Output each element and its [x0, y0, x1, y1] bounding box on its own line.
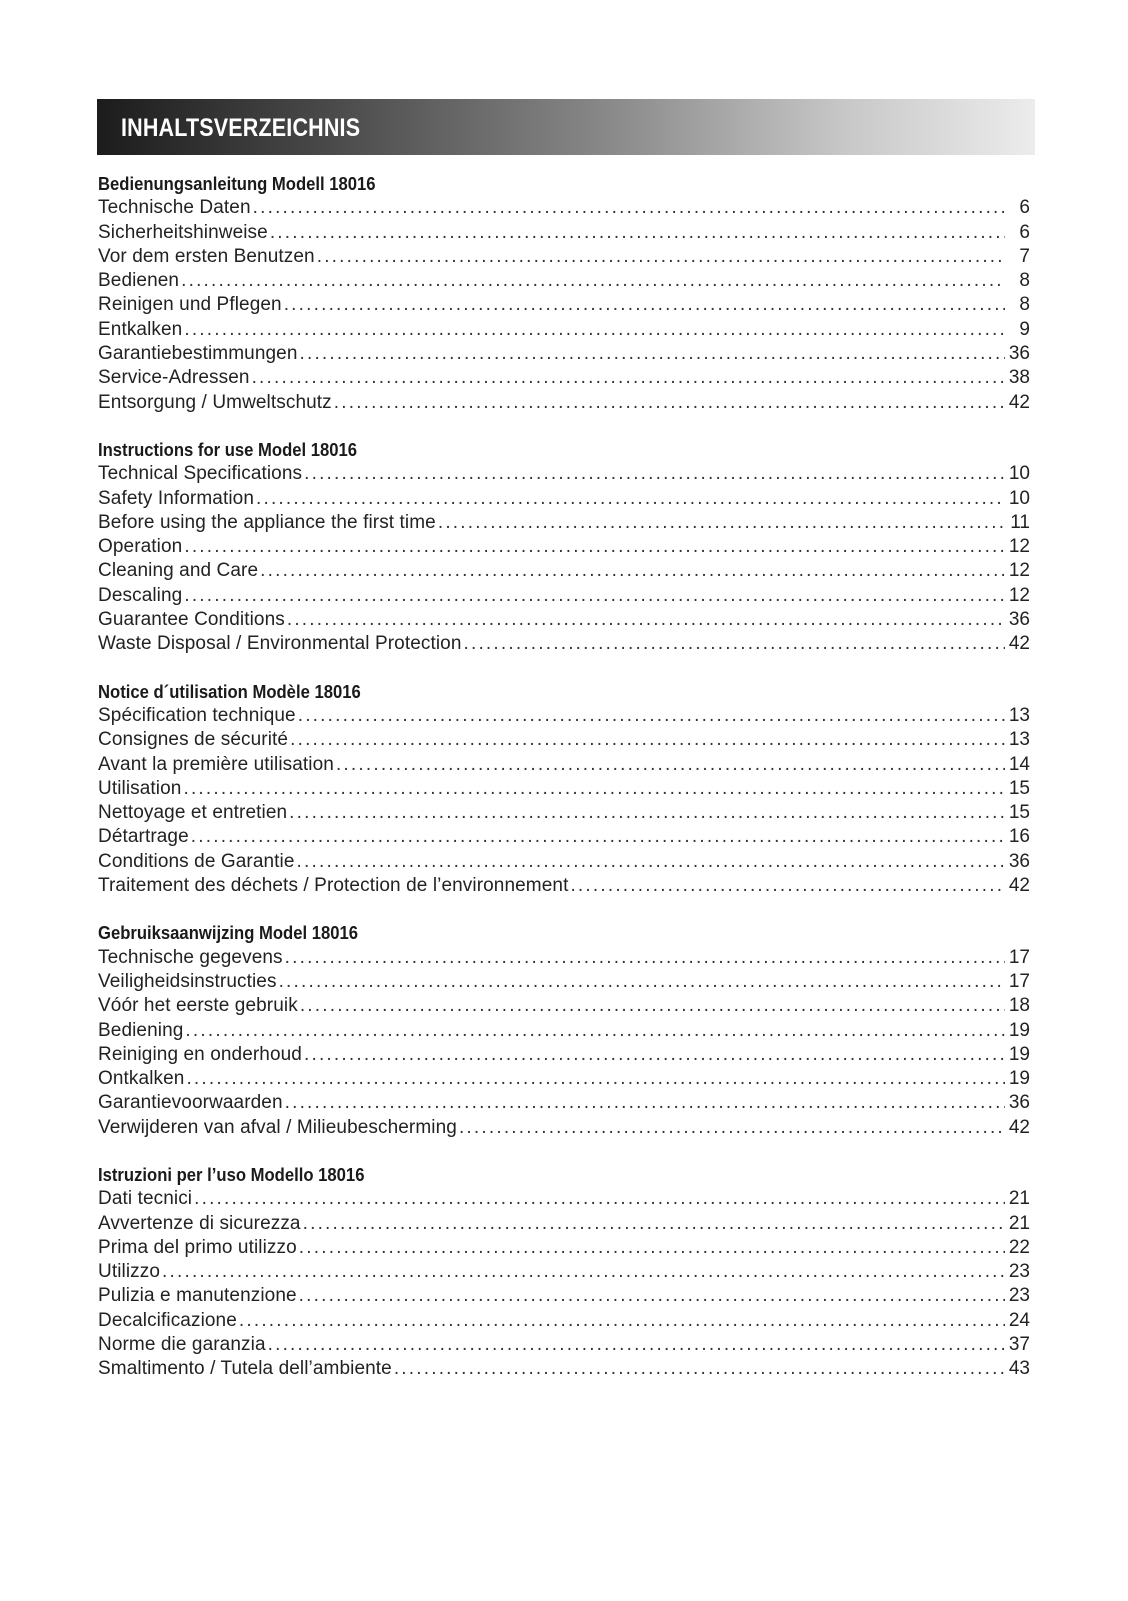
toc-entry-label: Cleaning and Care: [98, 560, 259, 582]
toc-entry-label: Conditions de Garantie: [98, 850, 295, 872]
dot-leader: [299, 1236, 1005, 1260]
toc-entry-label: Decalcificazione: [98, 1309, 237, 1331]
toc-entry-page-number: 42: [1008, 875, 1030, 897]
toc-entry-label: Prima del primo utilizzo: [98, 1236, 297, 1258]
toc-entry[interactable]: [98, 245, 1030, 269]
toc-entry-page-number: 42: [1008, 391, 1030, 413]
dot-leader: [181, 269, 1005, 293]
dot-leader: [268, 1333, 1005, 1357]
toc-entry[interactable]: [98, 511, 1030, 535]
dot-leader: [184, 584, 1005, 608]
toc-entry-page-number: 36: [1008, 609, 1030, 631]
dot-leader: [336, 753, 1005, 777]
dot-leader: [300, 994, 1005, 1018]
toc-entry[interactable]: [98, 1067, 1030, 1091]
dot-leader: [317, 245, 1005, 269]
dot-leader: [464, 632, 1006, 656]
toc-entry-label: Garantiebestimmungen: [98, 343, 298, 365]
toc-entry[interactable]: [98, 728, 1030, 752]
dot-leader: [303, 1212, 1005, 1236]
toc-entry-page-number: 10: [1008, 487, 1030, 509]
toc-entry-label: Descaling: [98, 584, 183, 606]
toc-entry-label: Détartrage: [98, 826, 189, 848]
table-of-contents: [98, 172, 1030, 1405]
toc-entry-page-number: 19: [1008, 1068, 1030, 1090]
toc-entry-page-number: 7: [1019, 245, 1030, 267]
header-bar: [97, 99, 1035, 155]
toc-entry-page-number: 16: [1008, 826, 1030, 848]
toc-entry[interactable]: [98, 801, 1030, 825]
dot-leader: [252, 366, 1005, 390]
toc-entry[interactable]: [98, 970, 1030, 994]
toc-entry[interactable]: [98, 366, 1030, 390]
toc-entry-label: Smaltimento / Tutela dell’ambiente: [98, 1358, 392, 1380]
toc-entry[interactable]: [98, 1116, 1030, 1140]
dot-leader: [289, 801, 1005, 825]
toc-entry-page-number: 12: [1008, 584, 1030, 606]
dot-leader: [194, 1187, 1005, 1211]
toc-entry-page-number: 9: [1019, 318, 1030, 340]
toc-entry-label: Vóór het eerste gebruik: [98, 995, 298, 1017]
dot-leader: [239, 1309, 1005, 1333]
toc-entry-page-number: 36: [1008, 343, 1030, 365]
toc-section: [98, 1163, 1030, 1382]
toc-entry-label: Technische gegevens: [98, 946, 283, 968]
toc-entry-page-number: 22: [1008, 1236, 1030, 1258]
toc-entry-label: Avant la première utilisation: [98, 753, 334, 775]
section-title: Notice d´utilisation Modèle 18016: [98, 680, 361, 702]
toc-entry-label: Bediening: [98, 1019, 184, 1041]
toc-entry[interactable]: [98, 1357, 1030, 1381]
toc-entry[interactable]: [98, 608, 1030, 632]
toc-entry[interactable]: [98, 1019, 1030, 1043]
toc-entry[interactable]: [98, 269, 1030, 293]
toc-entry-page-number: 36: [1008, 1092, 1030, 1114]
toc-entry-page-number: 42: [1008, 1116, 1030, 1138]
toc-entry-label: Sicherheitshinweise: [98, 221, 268, 243]
toc-entry[interactable]: [98, 753, 1030, 777]
toc-entry-label: Utilisation: [98, 777, 182, 799]
toc-entry-label: Reiniging en onderhoud: [98, 1043, 302, 1065]
toc-entry-page-number: 14: [1008, 753, 1030, 775]
dot-leader: [183, 777, 1005, 801]
toc-entry[interactable]: [98, 293, 1030, 317]
dot-leader: [184, 535, 1005, 559]
toc-entry-page-number: 8: [1019, 270, 1030, 292]
section-title: Bedienungsanleitung Modell 18016: [98, 173, 376, 194]
toc-entry[interactable]: [98, 487, 1030, 511]
toc-entry[interactable]: [98, 1187, 1030, 1211]
toc-entry[interactable]: [98, 221, 1030, 245]
toc-entry[interactable]: [98, 1284, 1030, 1308]
toc-entry-label: Consignes de sécurité: [98, 729, 289, 751]
toc-entry-page-number: 23: [1008, 1285, 1030, 1307]
toc-entry[interactable]: [98, 632, 1030, 656]
section-title: Instructions for use Model 18016: [98, 438, 358, 460]
toc-entry[interactable]: [98, 318, 1030, 342]
dot-leader: [394, 1357, 1005, 1381]
toc-entry[interactable]: [98, 462, 1030, 486]
toc-entry-page-number: 23: [1008, 1261, 1030, 1283]
dot-leader: [270, 221, 1005, 245]
toc-entry[interactable]: [98, 1333, 1030, 1357]
toc-entry-label: Utilizzo: [98, 1261, 161, 1283]
dot-leader: [438, 511, 1005, 535]
toc-entry-label: Spécification technique: [98, 704, 296, 726]
dot-leader: [256, 487, 1005, 511]
toc-entry-page-number: 12: [1008, 560, 1030, 582]
dot-leader: [298, 704, 1005, 728]
toc-entry-page-number: 17: [1008, 946, 1030, 968]
toc-entry-label: Traitement des déchets / Protection de l’environnement: [98, 875, 569, 897]
toc-entry[interactable]: [98, 1043, 1030, 1067]
dot-leader: [570, 874, 1005, 898]
toc-entry-page-number: 13: [1008, 729, 1030, 751]
toc-entry-label: Pulizia e manutenzione: [98, 1285, 297, 1307]
dot-leader: [279, 970, 1005, 994]
toc-entry[interactable]: [98, 1260, 1030, 1284]
toc-entry-page-number: 15: [1008, 802, 1030, 824]
dot-leader: [260, 559, 1005, 583]
dot-leader: [284, 293, 1005, 317]
toc-entry-page-number: 21: [1008, 1212, 1030, 1234]
toc-entry-label: Garantievoorwaarden: [98, 1092, 283, 1114]
toc-entry-label: Dati tecnici: [98, 1188, 193, 1210]
dot-leader: [287, 608, 1005, 632]
toc-entry-label: Guarantee Conditions: [98, 609, 285, 631]
dot-leader: [285, 1091, 1005, 1115]
toc-entry[interactable]: [98, 535, 1030, 559]
toc-entry-label: Bedienen: [98, 270, 180, 292]
toc-entry-page-number: 38: [1008, 367, 1030, 389]
toc-entry-page-number: 6: [1019, 221, 1030, 243]
dot-leader: [299, 1284, 1005, 1308]
toc-entry-label: Operation: [98, 536, 183, 558]
dot-leader: [186, 1067, 1005, 1091]
dot-leader: [334, 391, 1005, 415]
dot-leader: [304, 1043, 1005, 1067]
toc-entry-page-number: 6: [1019, 197, 1030, 219]
toc-entry-label: Verwijderen van afval / Milieubescherming: [98, 1116, 457, 1138]
toc-section: [98, 172, 1030, 415]
dot-leader: [191, 825, 1005, 849]
toc-entry-page-number: 10: [1008, 463, 1030, 485]
toc-entry[interactable]: [98, 196, 1030, 220]
toc-entry-label: Service-Adressen: [98, 367, 250, 389]
dot-leader: [300, 342, 1006, 366]
toc-entry[interactable]: [98, 1309, 1030, 1333]
toc-entry-page-number: 8: [1019, 294, 1030, 316]
toc-entry[interactable]: [98, 342, 1030, 366]
toc-section: [98, 680, 1030, 899]
toc-section: [98, 921, 1030, 1140]
dot-leader: [185, 1019, 1005, 1043]
toc-entry[interactable]: [98, 994, 1030, 1018]
toc-entry-page-number: 42: [1008, 633, 1030, 655]
toc-entry[interactable]: [98, 391, 1030, 415]
toc-entry[interactable]: [98, 1212, 1030, 1236]
toc-entry-page-number: 19: [1008, 1043, 1030, 1065]
toc-entry[interactable]: [98, 850, 1030, 874]
toc-entry[interactable]: [98, 704, 1030, 728]
toc-entry-label: Entsorgung / Umweltschutz: [98, 391, 332, 413]
toc-entry[interactable]: [98, 1236, 1030, 1260]
toc-entry-page-number: 37: [1008, 1334, 1030, 1356]
toc-entry-label: Technical Specifications: [98, 463, 303, 485]
toc-entry[interactable]: [98, 1091, 1030, 1115]
toc-entry-page-number: 13: [1008, 704, 1030, 726]
toc-entry-page-number: 15: [1008, 777, 1030, 799]
toc-entry-page-number: 24: [1008, 1309, 1030, 1331]
toc-entry-page-number: 36: [1008, 850, 1030, 872]
toc-entry-page-number: 19: [1008, 1019, 1030, 1041]
toc-entry-page-number: 18: [1008, 995, 1030, 1017]
dot-leader: [290, 728, 1005, 752]
dot-leader: [162, 1260, 1005, 1284]
toc-entry[interactable]: [98, 825, 1030, 849]
dot-leader: [304, 462, 1005, 486]
toc-entry-page-number: 12: [1008, 536, 1030, 558]
toc-entry-label: Vor dem ersten Benutzen: [98, 245, 315, 267]
toc-section: [98, 438, 1030, 657]
toc-entry-label: Reinigen und Pflegen: [98, 294, 282, 316]
toc-entry[interactable]: [98, 874, 1030, 898]
toc-entry-label: Before using the appliance the first time: [98, 511, 436, 533]
dot-leader: [459, 1116, 1005, 1140]
toc-entry-label: Avvertenze di sicurezza: [98, 1212, 301, 1234]
dot-leader: [253, 196, 1005, 220]
toc-entry-label: Waste Disposal / Environmental Protection: [98, 633, 462, 655]
dot-leader: [285, 946, 1005, 970]
page-title: INHALTSVERZEICHNIS: [121, 114, 361, 142]
toc-entry[interactable]: [98, 946, 1030, 970]
toc-entry-label: Entkalken: [98, 318, 183, 340]
toc-entry-label: Norme die garanzia: [98, 1334, 266, 1356]
toc-entry-label: Nettoyage et entretien: [98, 802, 288, 824]
section-title: Gebruiksaanwijzing Model 18016: [98, 922, 359, 944]
dot-leader: [297, 850, 1005, 874]
toc-entry-label: Ontkalken: [98, 1068, 185, 1090]
toc-entry-label: Technische Daten: [98, 197, 251, 219]
toc-entry[interactable]: [98, 584, 1030, 608]
toc-entry-label: Veiligheidsinstructies: [98, 970, 277, 992]
toc-entry-label: Safety Information: [98, 487, 254, 509]
toc-entry-page-number: 21: [1008, 1188, 1030, 1210]
dot-leader: [184, 318, 1005, 342]
toc-entry-page-number: 43: [1008, 1358, 1030, 1380]
toc-entry[interactable]: [98, 777, 1030, 801]
toc-entry-page-number: 17: [1008, 970, 1030, 992]
toc-entry-page-number: 11: [1010, 511, 1030, 533]
toc-entry[interactable]: [98, 559, 1030, 583]
section-title: Istruzioni per l’uso Modello 18016: [98, 1163, 365, 1185]
